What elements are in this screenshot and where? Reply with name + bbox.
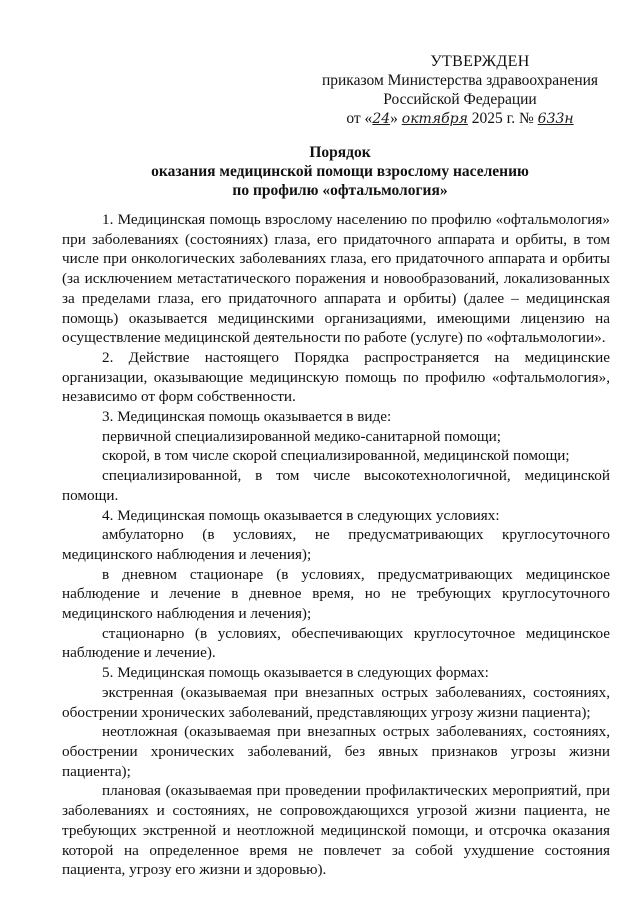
document-body bbox=[62, 210, 610, 880]
handwritten-month: октября bbox=[401, 111, 468, 127]
paragraph-5-item-2: неотложная (оказываемая при внезапных острых заболеваниях, состояниях, обострении хронических заболеваний, без явных признаков угрозы жизни пациента); bbox=[62, 723, 610, 780]
paragraph-4-item-2: в дневном стационаре (в условиях, предусматривающих медицинское наблюдение и лечение в дневное время, но не требующих круглосуточного медицинского наблюдения и лечения); bbox=[62, 565, 610, 623]
paragraph-5-item-1: экстренная (оказываемая при внезапных острых заболеваниях, состояниях, обострении хронических заболеваний, представляющих угрозу жизни пациента); bbox=[62, 683, 610, 721]
paragraph-4-item-3: стационарно (в условиях, обеспечивающих круглосуточное медицинское наблюдение и лечение). bbox=[62, 624, 610, 662]
approval-heading: УТВЕРЖДЕН bbox=[430, 53, 530, 70]
paragraph-5: 5. Медицинская помощь оказывается в следующих формах: bbox=[102, 664, 489, 682]
date-prefix: от « bbox=[346, 110, 373, 127]
paragraph-3-item-2: скорой, в том числе скорой специализированной, медицинской помощи; bbox=[102, 447, 570, 465]
paragraph-5-item-3: плановая (оказываемая при проведении профилактических мероприятий, при заболеваниях и состояниях, не сопровождающихся угрозой жизни пациента, не требующих экстренной и неотложной медицинской помощи, и отсрочка оказания которой на определенное время не повлечет за собой ухудшение состояния пациента, угрозу его жизни и здоровью). bbox=[62, 782, 610, 879]
title-line-3: по профилю «офтальмология» bbox=[232, 182, 448, 199]
approval-block bbox=[310, 52, 610, 129]
title-line-2: оказания медицинской помощи взрослому населению bbox=[151, 163, 529, 180]
paragraph-4-item-1: амбулаторно (в условиях, не предусматривающих круглосуточного медицинского наблюдения и лечения); bbox=[62, 526, 610, 563]
approval-country-line: Российской Федерации bbox=[383, 91, 537, 108]
date-year: 2025 г. № bbox=[467, 110, 538, 127]
handwritten-day: 24 bbox=[372, 111, 391, 127]
paragraph-1: 1. Медицинская помощь взрослому населению по профилю «офтальмология» при заболеваниях (состояниях) глаза, его придаточного аппарата и орбиты, в том числе при онкологических заболеваниях глаза, его придаточного аппарата и орбиты (за исключением метастатического поражения и новообразований, локализованных за пределами глаза, его придаточного аппарата и орбиты) (далее – медицинская помощь) оказывается медицинскими организациями, имеющими лицензию на осуществление медицинской деятельности по работе (услуге) по «офтальмологии». bbox=[62, 211, 610, 347]
title-line-1: Порядок bbox=[309, 144, 371, 161]
approval-date-line bbox=[310, 109, 610, 129]
handwritten-order-number: 633н bbox=[537, 111, 574, 127]
date-sep: » bbox=[390, 110, 402, 127]
document-title bbox=[60, 143, 620, 200]
paragraph-2: 2. Действие настоящего Порядка распространяется на медицинские организации, оказывающие медицинскую помощь по профилю «офтальмология», независимо от форм собственности. bbox=[62, 348, 610, 406]
paragraph-3-item-3: специализированной, в том числе высокотехнологичной, медицинской помощи. bbox=[62, 467, 610, 504]
approval-order-line: приказом Министерства здравоохранения bbox=[321, 72, 599, 89]
paragraph-4: 4. Медицинская помощь оказывается в следующих условиях: bbox=[102, 506, 500, 524]
paragraph-3-item-1: первичной специализированной медико-санитарной помощи; bbox=[102, 427, 501, 445]
paragraph-3: 3. Медицинская помощь оказывается в виде: bbox=[102, 408, 392, 426]
